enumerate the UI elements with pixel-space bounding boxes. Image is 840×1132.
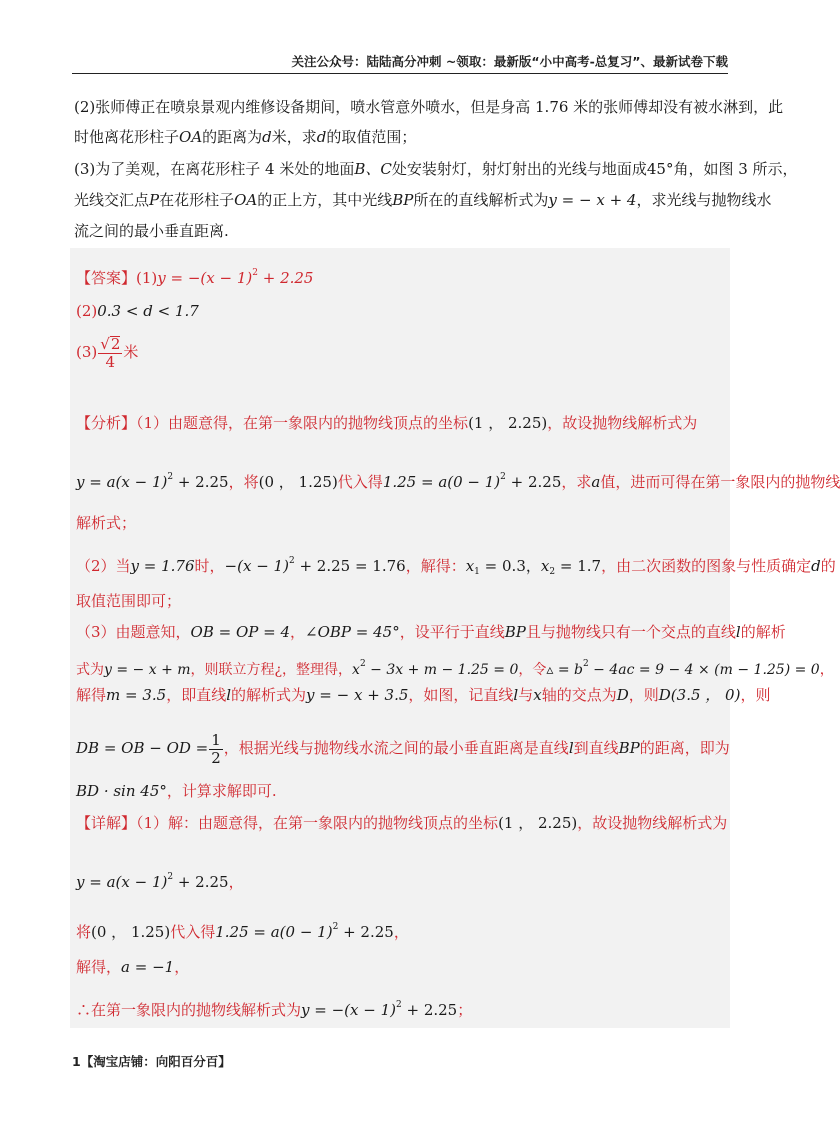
question-2-line-1: (2)张师傅正在喷泉景观内维修设备期间，喷水管意外喷水，但是身高 1.76 米的张师傅却没有被水淋到，此: [74, 98, 784, 116]
answer-3: (3) $\frac{√2}{4}$ 米: [76, 335, 139, 371]
analysis-line-10: BD · sin 45°，计算求解即可.: [76, 782, 277, 800]
page-footer: 1【淘宝店铺：向阳百分百】: [72, 1054, 231, 1069]
question-3-line-1: (3)为了美观，在离花形柱子 4 米处的地面B、C处安装射灯，射灯射出的光线与地面成45°角，如图 3 所示，: [74, 160, 798, 178]
answer-1: 【答案】$(1)y = -(x - 1)^2 + 2.25$: [76, 268, 314, 287]
question-3-line-2: 光线交汇点P在花形柱子OA的正上方，其中光线BP所在的直线解析式为y = − x + 4，求光线与抛物线水: [74, 191, 772, 209]
detail-line-5: ∴在第一象限内的抛物线解析式为$y = -(x - 1)^2 + 2.25$；: [76, 1000, 473, 1019]
detail-tag: 【详解】: [76, 814, 137, 832]
detail-line-3: 将(0 ， 1.25)代入得$1.25 = a(0 - 1)^2 + 2.25$，: [76, 922, 409, 941]
answer-2: (2)0.3 < d < 1.7: [76, 302, 199, 320]
analysis-line-3: 解析式；: [76, 514, 137, 532]
analysis-line-5: 取值范围即可；: [76, 592, 182, 610]
analysis-line-8: 解得m = 3.5，即直线l的解析式为y = − x + 3.5，如图，记直线l与x轴的交点为D，则D(3.5 ， 0)，则: [76, 686, 771, 704]
one-half-fraction: $\frac{1}{2}$: [211, 730, 221, 767]
page-header: 关注公众号：陆陆高分冲刺 ~领取：最新版“小中高考-总复习”、最新试卷下载: [72, 52, 728, 74]
detail-line-1: 【详解】（1）解：由题意得，在第一象限内的抛物线顶点的坐标(1 ， 2.25)，故设抛物线解析式为: [76, 814, 728, 832]
analysis-line-6: （3）由题意知，OB = OP = 4，∠OBP = 45°，设平行于直线BP且与抛物线只有一个交点的直线l的解析: [76, 623, 786, 641]
detail-line-4: 解得，a = −1，: [76, 958, 190, 976]
analysis-line-9: DB = OB − OD = $\frac{1}{2}$ ，根据光线与抛物线水流之间的最小垂直距离是直线l到直线BP的距离，即为: [76, 730, 730, 767]
sqrt2-over-4-fraction: $\frac{√2}{4}$: [100, 335, 121, 371]
analysis-line-2: $y = a(x - 1)^2 + 2.25$，将(0 ， 1.25)代入得$1.25 = a(0 - 1)^2 + 2.25$，求a值，进而可得在第一象限内的抛物线: [76, 472, 840, 491]
question-3-line-3: 流之间的最小垂直距离.: [74, 222, 229, 240]
answer-tag: 【答案】: [76, 269, 137, 287]
analysis-line-4: （2）当y = 1.76时，$-(x - 1)^2 + 2.25 = 1.76$，解得：$x_1 = 0.3$，$x_2 = 1.7$，由二次函数的图象与性质确定d的: [76, 556, 836, 577]
analysis-line-7: 式为y = − x + m，则联立方程¿，整理得，$x^2 - 3x + m - 1.25 = 0$，令▵ = $b^2 - 4ac = 9 - 4 \times (m - 1.25) = 0$，: [76, 659, 834, 678]
analysis-tag: 【分析】: [76, 414, 137, 432]
analysis-line-1: 【分析】（1）由题意得，在第一象限内的抛物线顶点的坐标(1 ， 2.25)，故设抛物线解析式为: [76, 414, 698, 432]
detail-line-2: $y = a(x - 1)^2 + 2.25$，: [76, 872, 244, 891]
question-2-line-2: 时他离花形柱子OA的距离为d米，求d的取值范围；: [74, 128, 417, 146]
